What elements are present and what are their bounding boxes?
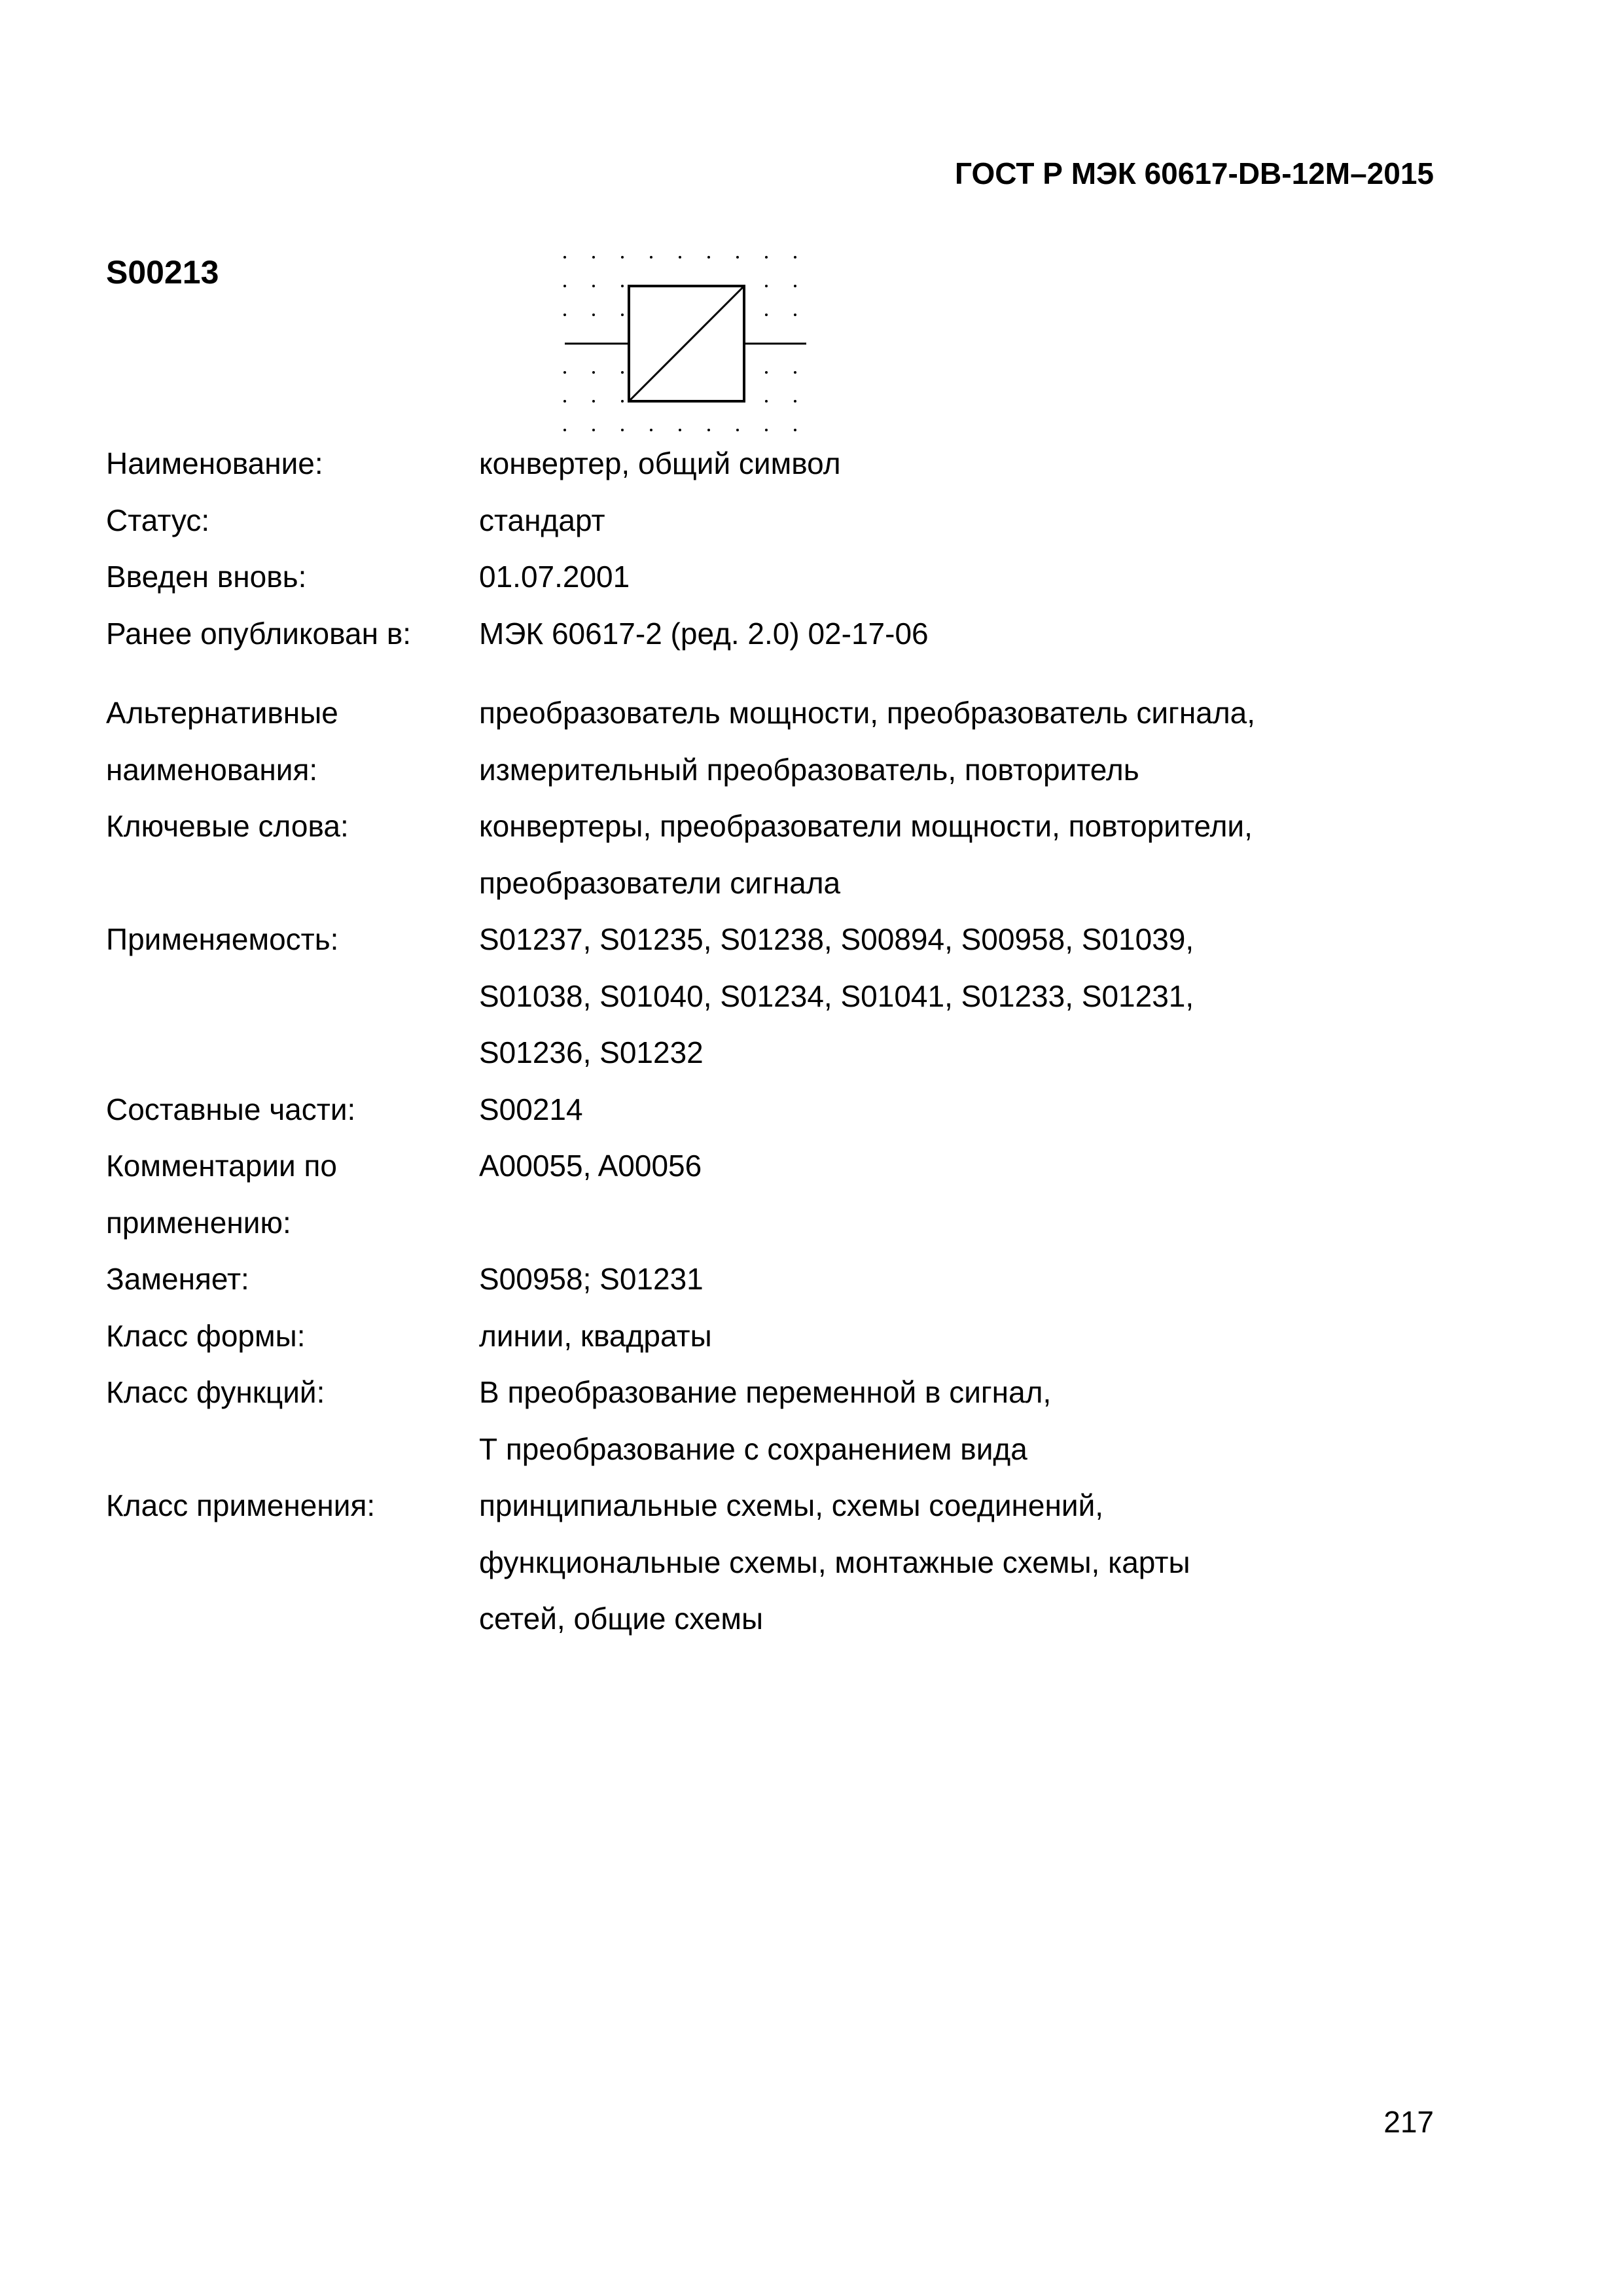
grid-dot <box>794 371 796 374</box>
grid-dot <box>707 256 710 259</box>
grid-dot <box>765 371 768 374</box>
property-label-line: Заменяет: <box>106 1262 249 1296</box>
property-value-line: конвертеры, преобразователи мощности, повторители, <box>479 809 1253 843</box>
property-value <box>479 1308 1454 1365</box>
property-value-line: S01237, S01235, S01238, S00894, S00958, S01039, <box>479 922 1194 956</box>
grid-dot <box>794 400 796 403</box>
property-value-line: Т преобразование с сохранением вида <box>479 1431 1027 1466</box>
grid-dot <box>794 429 796 431</box>
property-value-line: S01038, S01040, S01234, S01041, S01233, S01231, <box>479 978 1194 1013</box>
grid-dot <box>563 371 566 374</box>
grid-dot <box>592 371 595 374</box>
grid-dot <box>621 371 624 374</box>
symbol-diagonal <box>629 286 744 401</box>
property-row <box>106 798 1454 911</box>
property-value-line: линии, квадраты <box>479 1318 712 1353</box>
property-row <box>106 1251 1454 1308</box>
property-label <box>106 548 479 605</box>
property-value <box>479 1138 1454 1251</box>
property-label <box>106 685 479 798</box>
property-value <box>479 1081 1454 1138</box>
property-value <box>479 685 1454 798</box>
property-row <box>106 548 1454 605</box>
property-value-line: S00214 <box>479 1092 583 1126</box>
grid-dot <box>563 285 566 287</box>
property-row <box>106 1081 1454 1138</box>
converter-symbol-svg <box>557 252 813 433</box>
property-value-line: преобразователь мощности, преобразователь сигнала, <box>479 696 1256 730</box>
property-value-line: 01.07.2001 <box>479 560 630 594</box>
grid-dot <box>563 314 566 316</box>
property-label-line: Применяемость: <box>106 922 339 956</box>
property-label <box>106 1251 479 1308</box>
property-row <box>106 492 1454 549</box>
property-value <box>479 605 1454 662</box>
property-row <box>106 1138 1454 1251</box>
property-value-line: МЭК 60617-2 (ред. 2.0) 02-17-06 <box>479 616 929 651</box>
property-value <box>479 798 1454 911</box>
grid-dot <box>679 429 681 431</box>
grid-dot <box>765 256 768 259</box>
property-row <box>106 605 1454 662</box>
property-label <box>106 1138 479 1251</box>
property-label <box>106 1081 479 1138</box>
property-label-line: Класс применения: <box>106 1488 376 1522</box>
property-label-line: применению: <box>106 1205 291 1240</box>
grid-dot <box>563 256 566 259</box>
grid-dot <box>563 429 566 431</box>
property-value <box>479 911 1454 1081</box>
property-value-line: функциональные схемы, монтажные схемы, карты <box>479 1545 1190 1579</box>
grid-dot <box>621 429 624 431</box>
property-row <box>106 1477 1454 1647</box>
grid-dot <box>592 400 595 403</box>
grid-dot <box>592 285 595 287</box>
property-label-line: Введен вновь: <box>106 560 307 594</box>
property-label-line: Класс функций: <box>106 1375 325 1409</box>
property-value-line: измерительный преобразователь, повторитель <box>479 752 1139 787</box>
grid-dot <box>621 314 624 316</box>
property-label-line: Альтернативные <box>106 696 338 730</box>
grid-dot <box>563 400 566 403</box>
property-label <box>106 605 479 662</box>
property-label <box>106 798 479 911</box>
grid-dot <box>765 429 768 431</box>
property-label <box>106 1308 479 1365</box>
property-label-line: Статус: <box>106 503 210 537</box>
grid-dot <box>592 429 595 431</box>
property-value-line: сетей, общие схемы <box>479 1602 764 1636</box>
property-label <box>106 435 479 492</box>
property-label-line: наименования: <box>106 752 318 787</box>
grid-dot <box>794 314 796 316</box>
document-standard-code: ГОСТ Р МЭК 60617-DB-12M–2015 <box>955 156 1434 190</box>
grid-dot <box>765 285 768 287</box>
converter-symbol-graphic <box>557 252 813 433</box>
property-label-line: Ключевые слова: <box>106 809 349 843</box>
property-value-line: S01236, S01232 <box>479 1035 704 1069</box>
property-label <box>106 1364 479 1477</box>
symbol-id: S00213 <box>106 254 219 291</box>
property-label-line: Класс формы: <box>106 1318 306 1353</box>
grid-dot <box>794 285 796 287</box>
property-value-line: A00055, A00056 <box>479 1149 702 1183</box>
property-value-line: S00958; S01231 <box>479 1262 704 1296</box>
property-row <box>106 1308 1454 1365</box>
grid-dot <box>650 429 652 431</box>
property-label <box>106 911 479 1081</box>
property-value <box>479 548 1454 605</box>
property-row <box>106 435 1454 492</box>
grid-dot <box>592 256 595 259</box>
grid-dot <box>736 429 739 431</box>
property-value <box>479 1364 1454 1477</box>
grid-dot <box>736 256 739 259</box>
property-value-line: стандарт <box>479 503 605 537</box>
property-value <box>479 1251 1454 1308</box>
property-value-line: преобразователи сигнала <box>479 865 841 900</box>
grid-dot <box>794 256 796 259</box>
grid-dot <box>765 400 768 403</box>
property-value-line: В преобразование переменной в сигнал, <box>479 1375 1052 1409</box>
property-label-line: Наименование: <box>106 446 323 480</box>
grid-dot <box>707 429 710 431</box>
property-value-line: принципиальные схемы, схемы соединений, <box>479 1488 1104 1522</box>
grid-dot <box>679 256 681 259</box>
property-value <box>479 492 1454 549</box>
property-label <box>106 492 479 549</box>
property-value <box>479 435 1454 492</box>
grid-dot <box>650 256 652 259</box>
property-row <box>106 911 1454 1081</box>
grid-dot <box>621 285 624 287</box>
page-number: 217 <box>1383 2105 1434 2139</box>
grid-dot <box>765 314 768 316</box>
symbol-properties-table <box>106 435 1454 1647</box>
property-label-line: Составные части: <box>106 1092 356 1126</box>
grid-dot <box>621 256 624 259</box>
property-label-line: Ранее опубликован в: <box>106 616 412 651</box>
property-label-line: Комментарии по <box>106 1149 337 1183</box>
grid-dot <box>621 400 624 403</box>
property-row <box>106 685 1454 798</box>
property-value-line: конвертер, общий символ <box>479 446 841 480</box>
property-label <box>106 1477 479 1647</box>
grid-dot <box>592 314 595 316</box>
property-row <box>106 1364 1454 1477</box>
property-value <box>479 1477 1454 1647</box>
